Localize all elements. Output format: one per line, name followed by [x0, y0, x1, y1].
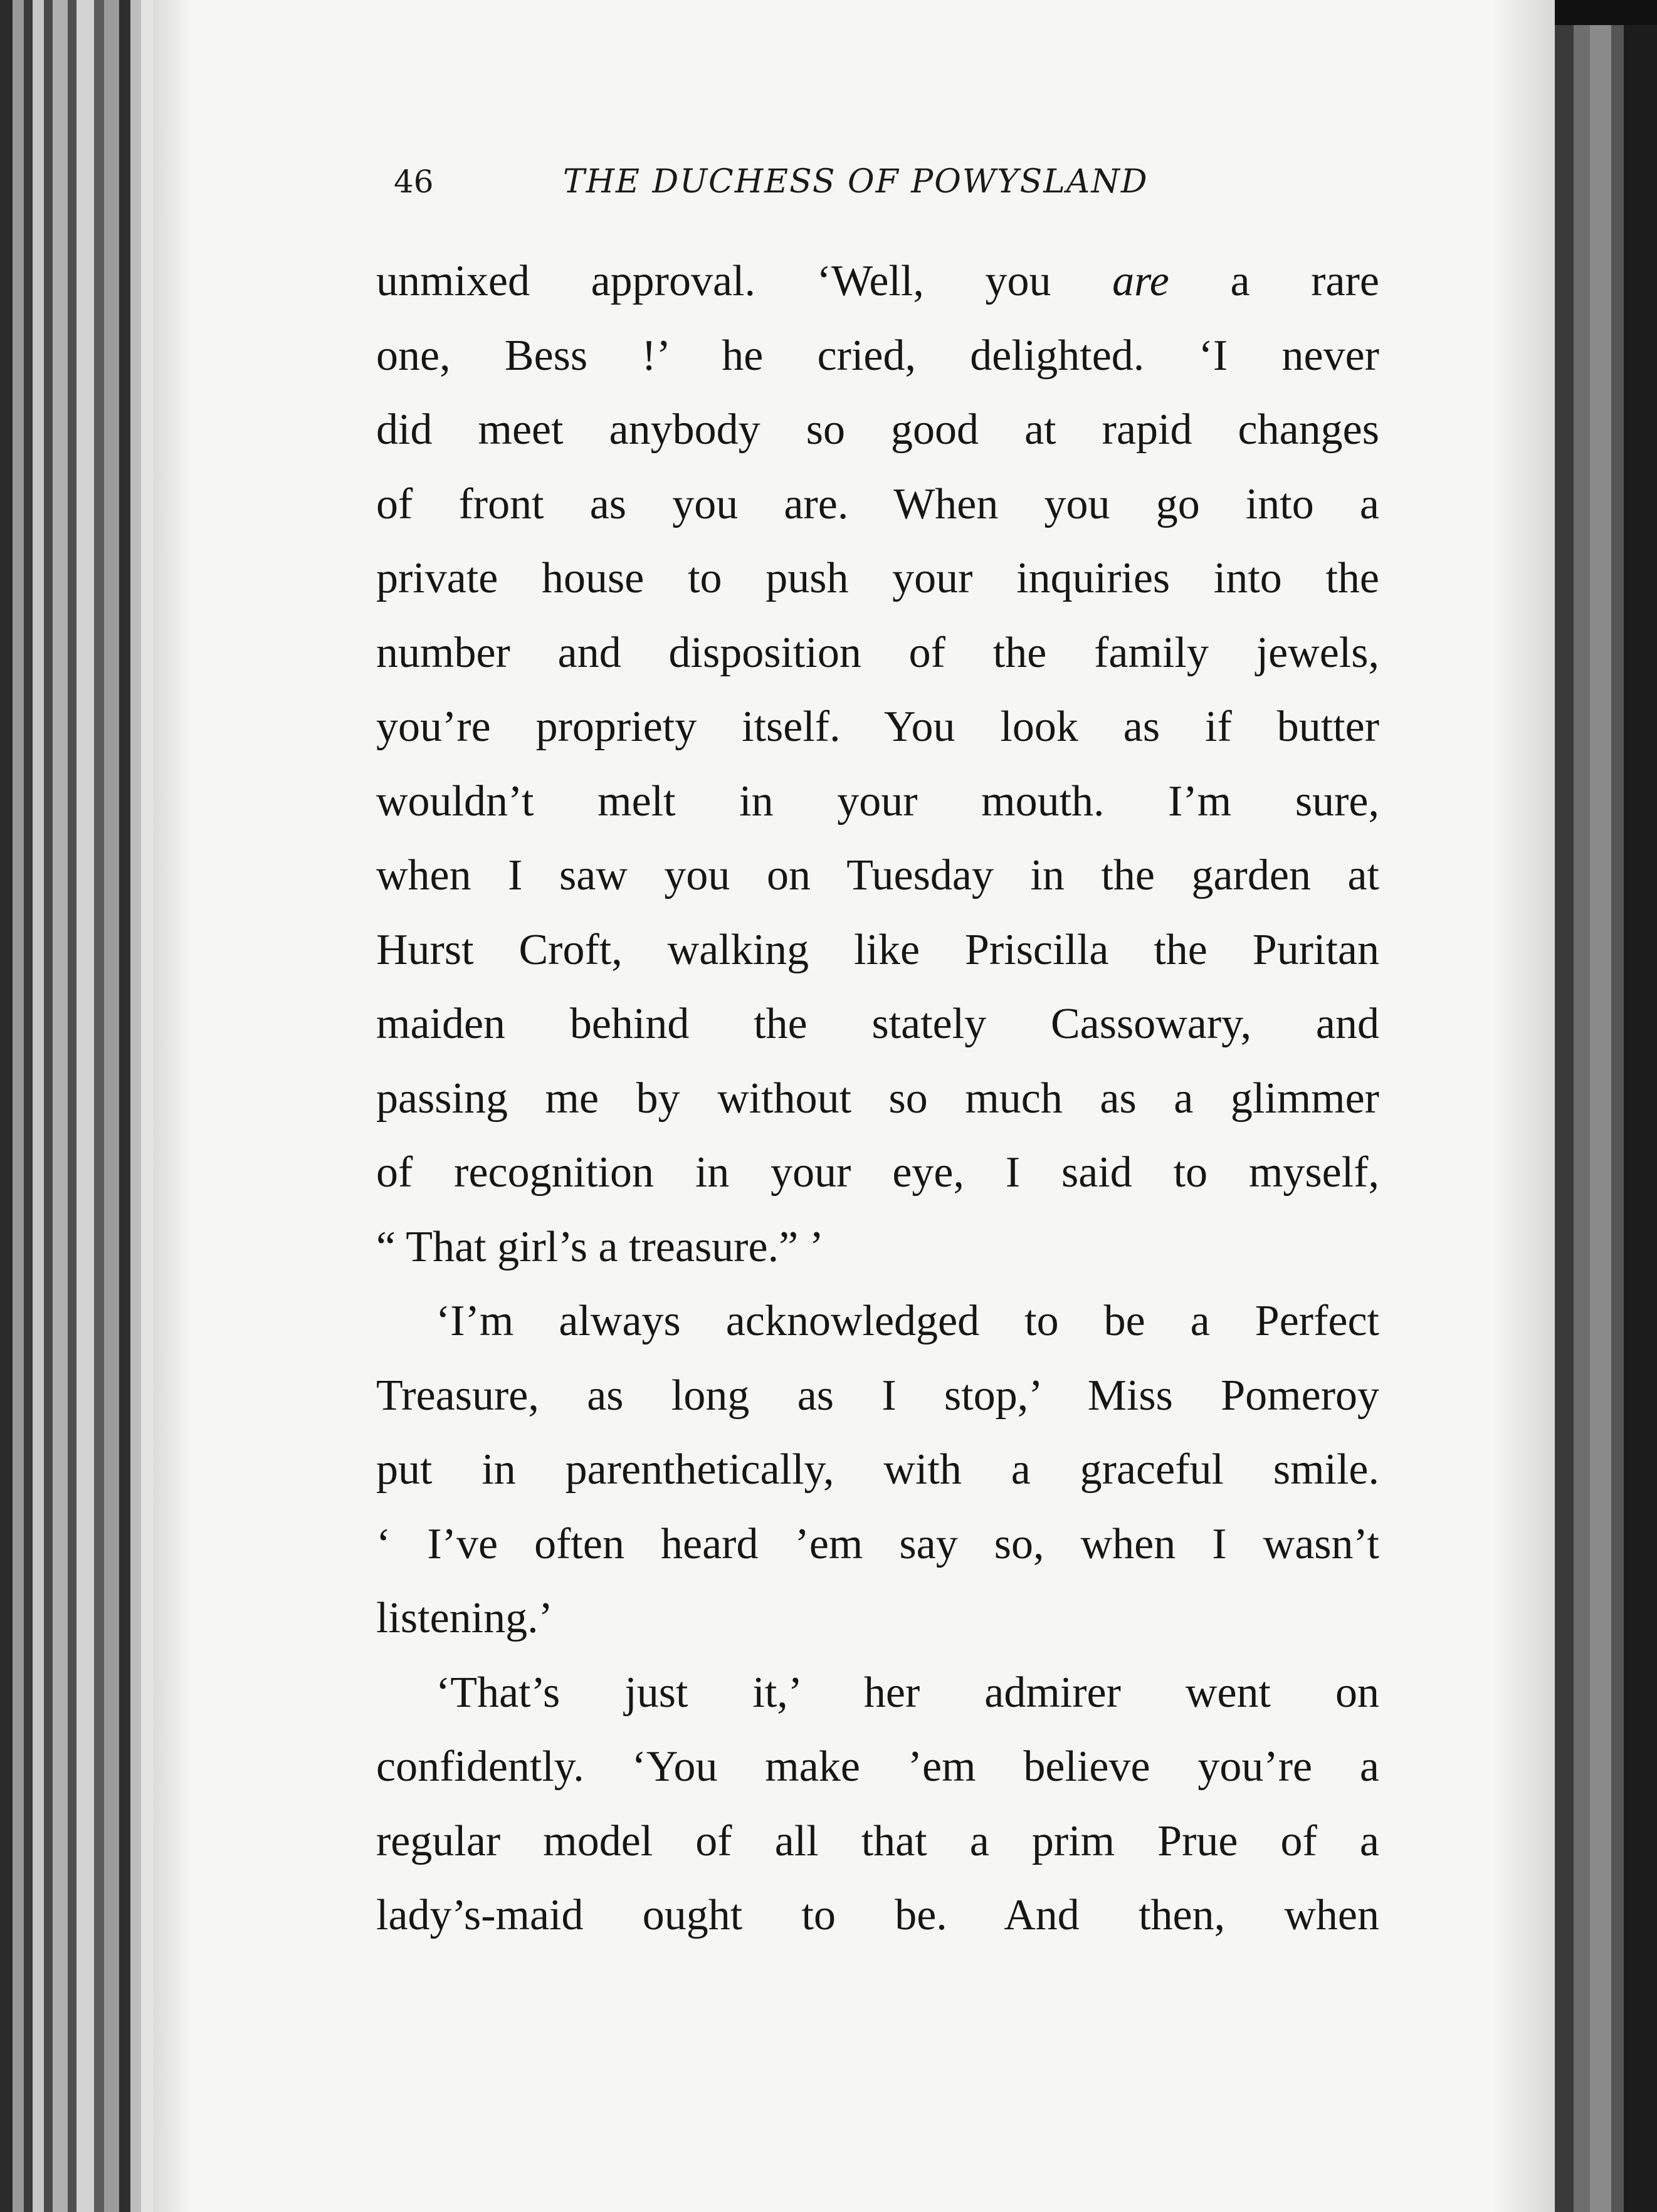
text-line: put in parenthetically, with a graceful smile. [376, 1445, 1379, 1494]
text-line: ‘I’m always acknowledged to be a Perfect [436, 1297, 1379, 1345]
text-line: when I saw you on Tuesday in the garden at [376, 851, 1379, 899]
right-margin-shade [1492, 0, 1555, 2212]
text-line: passing me by without so much as a glimmer [376, 1074, 1379, 1123]
text-line: one, Bess !’ he cried, delighted. ‘I never [376, 331, 1379, 380]
text-line: wouldn’t melt in your mouth. I’m sure, [376, 777, 1379, 826]
running-title: THE DUCHESS OF POWYSLAND [563, 163, 1149, 201]
text-line: of recognition in your eye, I said to myself, [376, 1148, 1379, 1197]
text-line: confidently. ‘You make ’em believe you’re a [376, 1743, 1379, 1791]
gutter-shadow [154, 0, 191, 2212]
text-line: number and disposition of the family jewels, [376, 628, 1379, 677]
text-line: listening.’ [376, 1594, 553, 1642]
page-number: 46 [394, 164, 434, 200]
text-line: did meet anybody so good at rapid changes [376, 406, 1379, 454]
scan-background-corner [1555, 0, 1657, 25]
italic-word: are [1112, 257, 1169, 305]
text-line: ‘That’s just it,’ her admirer went on [436, 1668, 1379, 1717]
text-line: private house to push your inquiries into the [376, 554, 1379, 602]
text-line [376, 244, 1379, 319]
book-page-edges-left [0, 0, 154, 2212]
text-line: Treasure, as long as I stop,’ Miss Pomeroy [376, 1371, 1379, 1420]
text-line: you’re propriety itself. You look as if butter [376, 703, 1379, 751]
text-line: “ That girl’s a treasure.” ’ [376, 1222, 824, 1271]
text-line: of front as you are. When you go into a [376, 480, 1379, 528]
text-segment: a rare [1169, 257, 1379, 305]
text-line: lady’s-maid ought to be. And then, when [376, 1891, 1379, 1939]
text-segment: unmixed approval. ‘Well, you [376, 257, 1113, 305]
text-line: maiden behind the stately Cassowary, and [376, 1000, 1379, 1048]
book-page-edges-right [1555, 0, 1657, 2212]
page-header [394, 157, 1221, 207]
text-line: ‘ I’ve often heard ’em say so, when I wasn’t [376, 1519, 1379, 1568]
body-text [376, 244, 1379, 1953]
text-line: Hurst Croft, walking like Priscilla the Puritan [376, 925, 1379, 974]
text-line: regular model of all that a prim Prue of a [376, 1816, 1379, 1865]
